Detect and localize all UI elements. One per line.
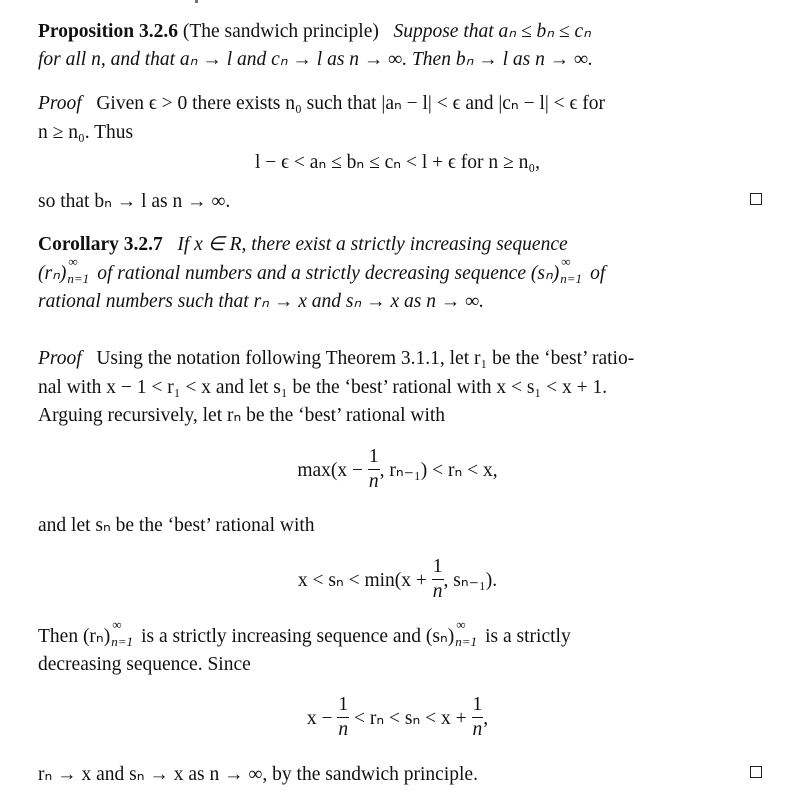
display3-c: ,	[483, 707, 489, 729]
fraction-one-over-n: $\frac{1}{n}$	[432, 556, 443, 602]
proposition-statement: Suppose that aₙ ≤ bₙ ≤ cₙ	[393, 21, 591, 42]
proof2-line-2: nal with x − 1 < r₁ < x and let s₁ be the ‘best’ rational with x < s₁ < x + 1.	[38, 377, 608, 398]
proof1-label: Proof	[38, 93, 82, 114]
display1-post: , rₙ₋₁) < rₙ < x,	[379, 459, 498, 481]
line5-c: is a strictly	[485, 626, 571, 647]
line5-b: is a strictly increasing sequence and (sₙ)	[141, 626, 455, 647]
sequence-index: ∞ n=1	[560, 254, 582, 286]
sequence-index: ∞ n=1	[111, 617, 133, 649]
proof2-line-6: decreasing sequence. Since	[38, 654, 251, 675]
stray-mark	[195, 0, 198, 3]
proof1-line-2: n ≥ n₀. Thus	[38, 122, 134, 143]
proof2-line-1	[38, 347, 764, 371]
display3-a: x −	[306, 707, 333, 729]
corollary-line-3: rational numbers such that rₙ → x and sₙ → x as n → ∞.	[38, 291, 484, 312]
corollary-line-1	[38, 233, 764, 257]
corollary-text: If x ∈ R, there exist a strictly increasing sequence	[177, 234, 568, 255]
display1-pre: max(x −	[297, 459, 364, 481]
qed-square-icon	[750, 193, 762, 205]
corollary-text-2: of rational numbers and a strictly decreasing sequence (sₙ)	[97, 263, 560, 284]
corollary-line-2	[38, 254, 764, 286]
proof2-line-3: Arguing recursively, let rₙ be the ‘best’ rational with	[38, 405, 446, 426]
proof2-display-1	[0, 448, 795, 495]
proof1-line-1	[38, 92, 764, 116]
proposition-label: Proposition 3.2.6	[38, 21, 178, 42]
fraction-one-over-n: $\frac{1}{n}$	[368, 446, 379, 492]
proof2-line-4: and let sₙ be the ‘best’ rational with	[38, 515, 315, 536]
proposition-title: (The sandwich principle)	[182, 21, 379, 42]
qed-square-icon	[750, 766, 762, 778]
proposition-line-2: for all n, and that aₙ → l and cₙ → l as n → ∞. Then bₙ → l as n → ∞.	[38, 49, 593, 70]
proof1-line-3: so that bₙ → l as n → ∞.	[38, 191, 231, 212]
sequence-index: ∞ n=1	[67, 254, 90, 286]
corollary-text-3: of	[590, 263, 606, 284]
proof1-text: Given ϵ > 0 there exists n₀ such that |aₙ − l| < ϵ and |cₙ − l| < ϵ for	[96, 93, 606, 114]
corollary-label: Corollary 3.2.7	[38, 234, 163, 255]
proof2-display-3	[0, 696, 795, 743]
proof2-line-5	[38, 617, 764, 649]
proof2-display-2	[0, 558, 795, 605]
proof2-line-7: rₙ → x and sₙ → x as n → ∞, by the sandwich principle.	[38, 764, 478, 785]
proposition-line-1	[38, 20, 764, 44]
proof2-label: Proof	[38, 348, 82, 369]
proof1-display-equation: l − ϵ < aₙ ≤ bₙ ≤ cₙ < l + ϵ for n ≥ n₀,	[255, 152, 540, 173]
sequence-r: (rₙ)	[38, 263, 67, 284]
fraction-one-over-n: $\frac{1}{n}$	[472, 694, 483, 740]
line5-a: Then (rₙ)	[38, 626, 111, 647]
proof2-text: Using the notation following Theorem 3.1.1, let r₁ be the ‘best’ ratio-	[96, 348, 635, 369]
display2-pre: x < sₙ < min(x +	[297, 569, 427, 591]
display2-post: , sₙ₋₁).	[443, 569, 498, 591]
display3-b: < rₙ < sₙ < x +	[354, 707, 467, 729]
sequence-index: ∞ n=1	[455, 617, 478, 649]
fraction-one-over-n: $\frac{1}{n}$	[338, 694, 349, 740]
